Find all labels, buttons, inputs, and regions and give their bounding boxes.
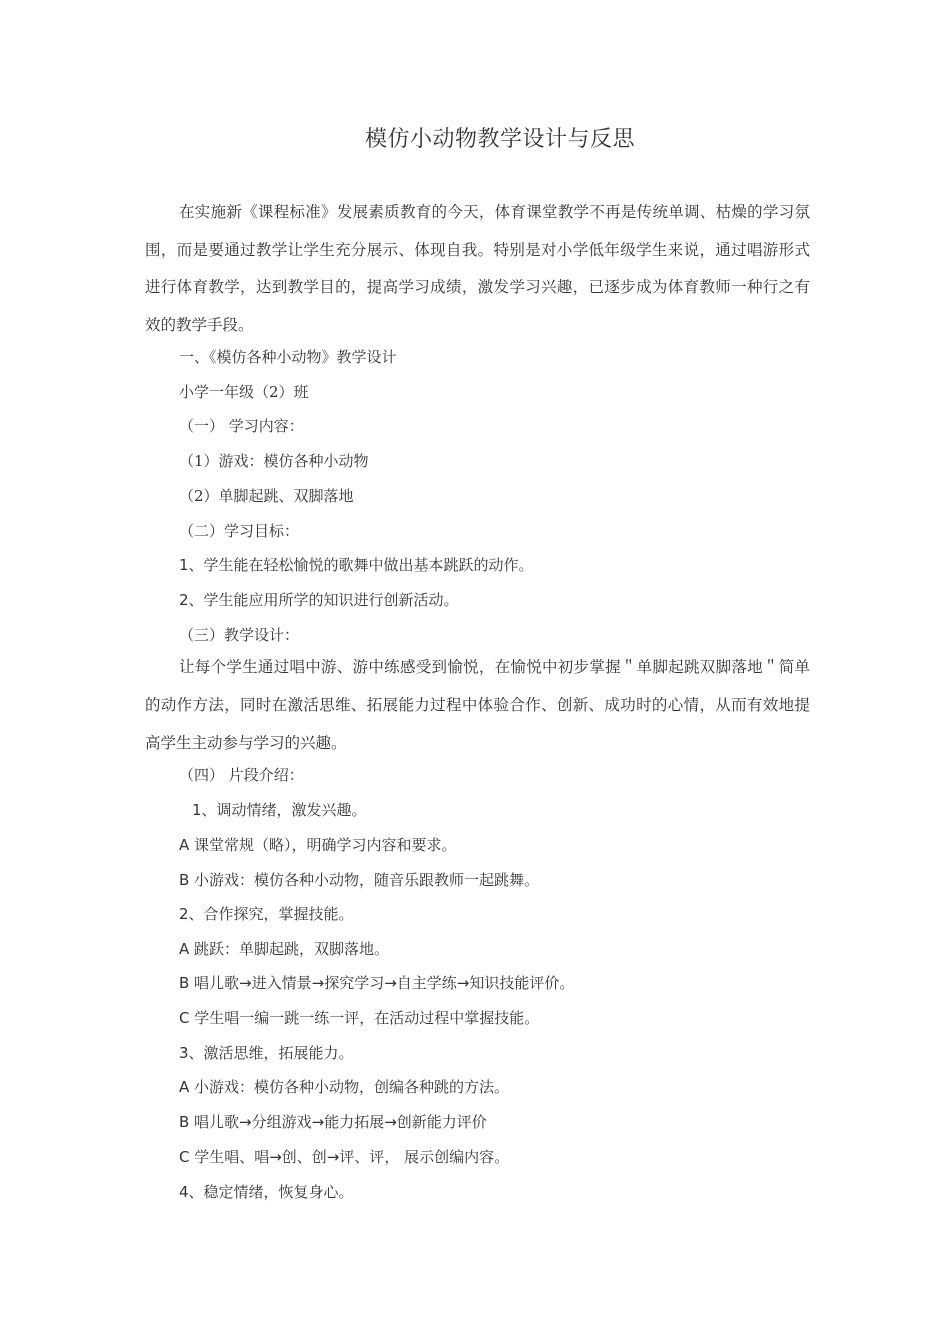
design-paragraph: 让每个学生通过唱中游、游中练感受到愉悦，在愉悦中初步掌握＂单脚起跳双脚落地＂简单的动作方法，同时在激活思维、拓展能力过程中体验合作、创新、成功时的心情，从而有效地提高学生主动参与学习的兴趣。 [145,658,810,752]
step-item: A 小游戏：模仿各种小动物，创编各种跳的方法。 [179,1078,510,1096]
document-title: 模仿小动物教学设计与反思 [364,127,635,152]
content-item: （1）游戏：模仿各种小动物 [179,452,369,470]
step-heading: 1、调动情绪，激发兴趣。 [192,801,367,819]
goals-heading: （二）学习目标： [179,522,300,540]
step-item: B 唱儿歌→分组游戏→能力拓展→创新能力评价 [179,1113,487,1131]
step-item: A 跳跃：单脚起跳，双脚落地。 [179,940,390,958]
goal-item: 2、学生能应用所学的知识进行创新活动。 [179,591,459,609]
intro-paragraph: 在实施新《课程标准》发展素质教育的今天，体育课堂教学不再是传统单调、枯燥的学习氛围，而是要通过教学让学生充分展示、体现自我。特别是对小学低年级学生来说，通过唱游形式进行体育教学，达到教学目的，提高学习成绩，激发学习兴趣，已逐步成为体育教师一种行之有效的教学手段。 [145,203,810,334]
step-item: B 小游戏：模仿各种小动物，随音乐跟教师一起跳舞。 [179,871,540,889]
content-heading: （一） 学习内容： [179,417,304,435]
step-item: B 唱儿歌→进入情景→探究学习→自主学练→知识技能评价。 [179,974,575,992]
step-heading: 2、合作探究，掌握技能。 [179,905,354,923]
step-item: C 学生唱、唱→创、创→评、评， 展示创编内容。 [179,1148,510,1166]
content-item: （2）单脚起跳、双脚落地 [179,487,354,505]
segment-heading: （四） 片段介绍： [179,766,304,784]
class-label: 小学一年级（2）班 [179,383,309,401]
design-heading: （三）教学设计： [179,626,300,644]
step-heading: 4、稳定情绪，恢复身心。 [179,1183,354,1201]
step-item: C 学生唱一编一跳一练一评，在活动过程中掌握技能。 [179,1009,540,1027]
step-item: A 课堂常规（略），明确学习内容和要求。 [179,836,457,854]
section-heading: 一、《模仿各种小动物》教学设计 [179,348,397,366]
step-heading: 3、激活思维，拓展能力。 [179,1044,354,1062]
goal-item: 1、学生能在轻松愉悦的歌舞中做出基本跳跃的动作。 [179,556,534,574]
